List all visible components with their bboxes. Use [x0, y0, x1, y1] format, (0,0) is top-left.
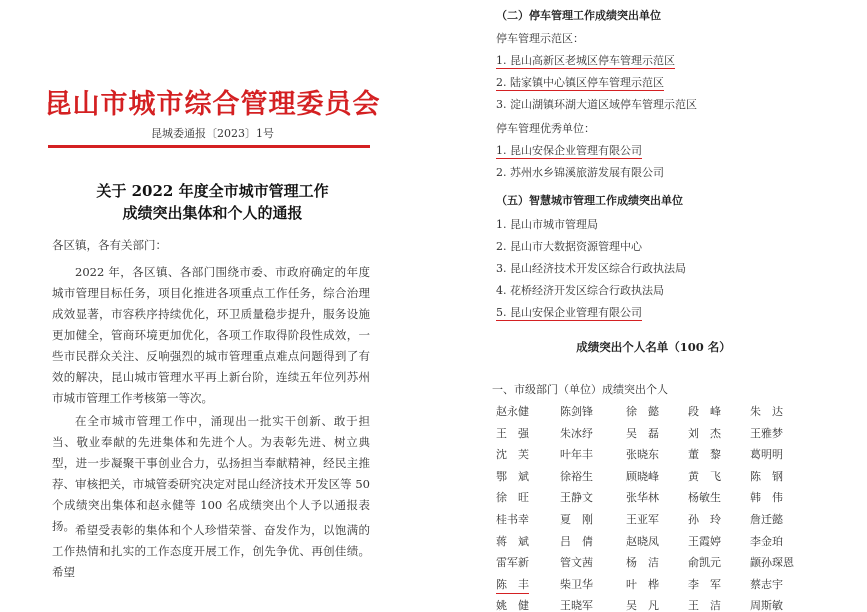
smart-unit-item: 3. 昆山经济技术开发区综合行政执法局: [496, 262, 686, 275]
demo-zone-label: 停车管理示范区：: [496, 32, 584, 45]
body-paragraph: 2022 年，各区镇、各部门围绕市委、市政府确定的年度城市管理目标任务，项目化推进各项重点工作任务，综合治理成效显著，市容秩序持续优化，环卫质量稳步提升，服务设施更加健全，管商环境更加优化，各项工作取得阶段性成效，一些市民群众关注、反响强烈的城市管理重点难点问题得到了有效的解决，昆山城市管理水平再上新台阶，连续五年位列苏州市城市管理工作考核第一等次。: [52, 265, 370, 405]
person-name: 黄 飞: [688, 469, 721, 483]
person-name: 王晓军: [560, 599, 593, 612]
person-name: 朱 达: [750, 405, 783, 418]
person-name: 王亚军: [626, 513, 659, 526]
excellent-unit-item: 2. 苏州水乡锦溪旅游发展有限公司: [496, 166, 664, 179]
person-name: 陈 钢: [750, 469, 783, 483]
smart-unit-item: 2. 昆山市大数据资源管理中心: [496, 240, 642, 253]
excellent-unit-item: [496, 142, 642, 158]
section-title-parking: （二）停车管理工作成绩突出单位: [496, 9, 661, 22]
person-name: 王雅梦: [750, 426, 783, 440]
person-name: 段 峰: [688, 405, 721, 418]
person-name: 赵晓凤: [626, 534, 659, 548]
person-name: 顾晓峰: [626, 469, 659, 483]
highlighted-text: 1. 昆山高新区老城区停车管理示范区: [496, 54, 675, 67]
person-name: 董 黎: [688, 448, 721, 462]
person-name: 周斯敏: [750, 599, 783, 612]
demo-zone-item: [496, 52, 675, 68]
person-name: 雷军新: [496, 556, 529, 570]
person-name: 吕 倩: [560, 534, 593, 548]
section-title-smart: （五）智慧城市管理工作成绩突出单位: [496, 194, 683, 207]
salutation: 各区镇，各有关部门：: [52, 238, 167, 252]
person-name: 张华林: [626, 491, 659, 505]
notice-title-line1: 关于 2022 年度全市城市管理工作: [96, 182, 329, 200]
smart-unit-item: [496, 304, 642, 320]
body-paragraph: 希望受表彰的集体和个人珍惜荣誉、奋发作为，以饱满的工作热情和扎实的工作态度开展工作，创先争优、再创佳绩。希望: [52, 523, 370, 579]
person-name: 夏 刚: [560, 513, 593, 526]
smart-unit-item: 1. 昆山市城市管理局: [496, 218, 598, 231]
highlighted-text: 5. 昆山安保企业管理有限公司: [496, 306, 642, 319]
person-name: 李 军: [688, 577, 721, 591]
person-name: 赵永健: [496, 405, 529, 418]
org-title: 昆山市城市综合管理委员会: [44, 89, 381, 120]
person-name: 徐 懿: [626, 405, 659, 418]
person-name: 詹迁懿: [750, 513, 783, 526]
person-name: 李金珀: [750, 534, 783, 548]
person-name: 陈剑锋: [560, 405, 593, 418]
person-name: 蔡志宇: [750, 577, 783, 591]
person-name: 吴 磊: [626, 426, 659, 440]
person-name: 沈 芙: [496, 448, 529, 462]
notice-title-line2: 成绩突出集体和个人的通报: [122, 204, 303, 222]
person-name: 吴 凡: [626, 599, 659, 612]
person-name: 姚 健: [496, 599, 529, 612]
highlighted-text: 2. 陆家镇中心镇区停车管理示范区: [496, 76, 664, 89]
person-name: 王静文: [560, 491, 593, 505]
demo-zone-item: [496, 74, 664, 90]
right-page: [440, 0, 867, 612]
person-name: 俞凯元: [688, 556, 721, 570]
person-name: 朱冰纾: [560, 426, 593, 440]
body-paragraph: 在全市城市管理工作中，涌现出一批实干创新、敢于担当、敬业奉献的先进集体和先进个人。为表彰先进、树立典型，进一步凝聚干事创业合力，弘扬担当奉献精神，经民主推荐、审核把关，市城管委研究决定对昆山经济技术开发区等 50 个成绩突出集体和赵永健等 100 名成绩突出个人予以通报表扬。: [52, 414, 370, 533]
person-name: 王霞婷: [688, 534, 721, 548]
person-name: 颛孙琛恩: [750, 556, 794, 570]
person-name: 叶 桦: [626, 577, 659, 591]
smart-unit-item: 4. 花桥经济开发区综合行政执法局: [496, 284, 664, 297]
category-title: 一、市级部门（单位）成绩突出个人: [492, 383, 668, 396]
person-name: 刘 杰: [688, 426, 721, 440]
person-name: 孙 玲: [688, 513, 721, 526]
person-name: 徐裕生: [560, 469, 593, 483]
person-name: 王 强: [496, 426, 529, 440]
honor-list-title: 成绩突出个人名单（100 名）: [576, 340, 731, 354]
person-name: 蒋 斌: [496, 534, 529, 548]
person-name: 张晓东: [626, 448, 659, 462]
person-name: 徐 旺: [496, 491, 529, 505]
person-name: 桂书幸: [496, 513, 529, 526]
person-name: 杨 洁: [626, 556, 659, 570]
person-name: 管文茜: [560, 556, 593, 570]
red-divider: [48, 145, 370, 148]
person-name: 王 洁: [688, 599, 721, 612]
doc-number: 昆城委通报〔2023〕1号: [151, 127, 274, 140]
person-name: 鄂 斌: [496, 469, 529, 483]
person-name: 柴卫华: [560, 577, 593, 591]
person-name: 韩 伟: [750, 491, 783, 505]
highlighted-text: 1. 昆山安保企业管理有限公司: [496, 144, 642, 157]
person-name: 叶年丰: [560, 448, 593, 462]
person-name: 陈 丰: [496, 576, 529, 594]
demo-zone-item: 3. 淀山湖镇环湖大道区域停车管理示范区: [496, 98, 697, 111]
left-page: [0, 0, 425, 612]
notice-title: [0, 180, 425, 224]
excellent-unit-label: 停车管理优秀单位：: [496, 122, 595, 135]
person-name: 杨敏生: [688, 491, 721, 505]
person-name: 葛明明: [750, 448, 783, 462]
